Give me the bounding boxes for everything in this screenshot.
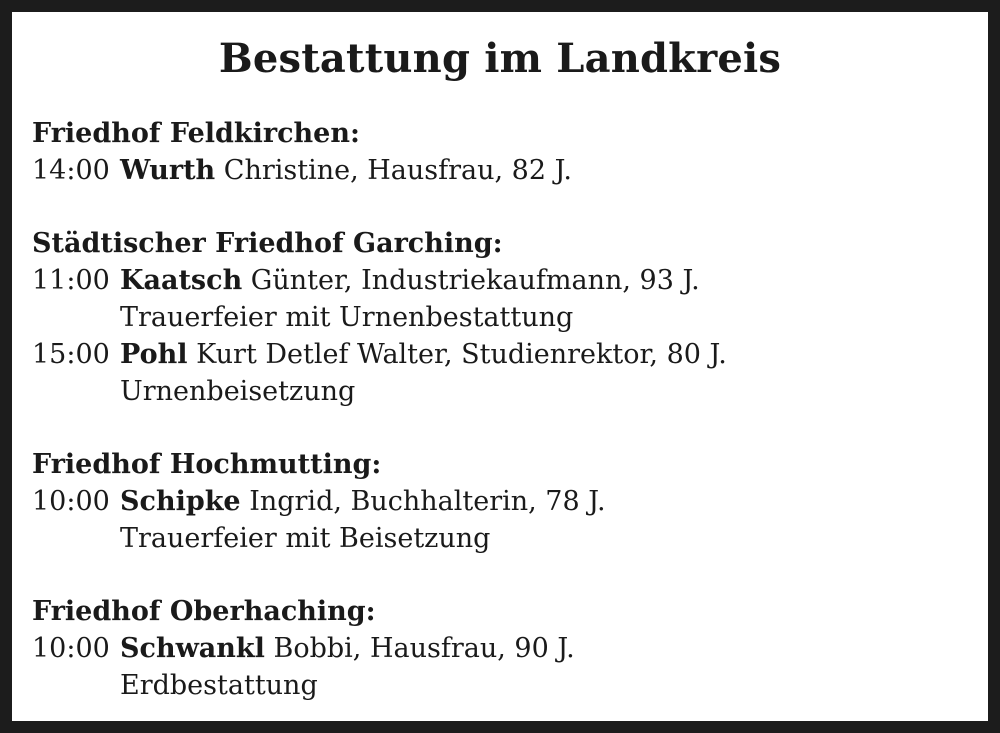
- entry-details: Bobbi, Hausfrau, 90 J.: [273, 633, 575, 665]
- entry-surname: Schipke: [120, 485, 241, 517]
- funeral-list: [32, 116, 978, 705]
- list-item: [32, 263, 978, 300]
- section-garching: [32, 226, 978, 410]
- list-item: [32, 484, 978, 521]
- list-item: [32, 153, 978, 190]
- entry-details: Günter, Industriekaufmann, 93 J.: [250, 265, 700, 297]
- notice-frame: [12, 12, 988, 721]
- list-item: [32, 337, 978, 374]
- entry-surname: Pohl: [120, 338, 188, 370]
- entry-details: Ingrid, Buchhalterin, 78 J.: [249, 485, 606, 517]
- list-item: [32, 631, 978, 668]
- section-heading: Friedhof Oberhaching:: [32, 596, 376, 628]
- entry-note: Trauerfeier mit Urnenbestattung: [120, 301, 574, 333]
- entry-time: 11:00: [32, 265, 110, 297]
- entry-time: 14:00: [32, 154, 110, 186]
- section-hochmutting: [32, 447, 978, 557]
- entry-surname: Wurth: [120, 154, 216, 186]
- section-heading: Friedhof Hochmutting:: [32, 449, 382, 481]
- section-heading: Friedhof Feldkirchen:: [32, 118, 360, 149]
- entry-note: Urnenbeisetzung: [120, 375, 356, 407]
- section-oberhaching: [32, 594, 978, 704]
- entry-surname: Kaatsch: [120, 265, 243, 297]
- entry-details: Christine, Hausfrau, 82 J.: [223, 154, 572, 186]
- entry-time: 15:00: [32, 338, 110, 370]
- page-title: Bestattung im Landkreis: [218, 35, 782, 82]
- entry-details: Kurt Detlef Walter, Studienrektor, 80 J.: [196, 338, 727, 370]
- section-heading: Städtischer Friedhof Garching:: [32, 228, 503, 260]
- entry-note: Erdbestattung: [120, 669, 318, 701]
- entry-note: Trauerfeier mit Beisetzung: [120, 522, 491, 554]
- section-feldkirchen: [32, 116, 978, 190]
- entry-time: 10:00: [32, 633, 110, 665]
- entry-time: 10:00: [32, 485, 110, 517]
- entry-surname: Schwankl: [120, 633, 265, 665]
